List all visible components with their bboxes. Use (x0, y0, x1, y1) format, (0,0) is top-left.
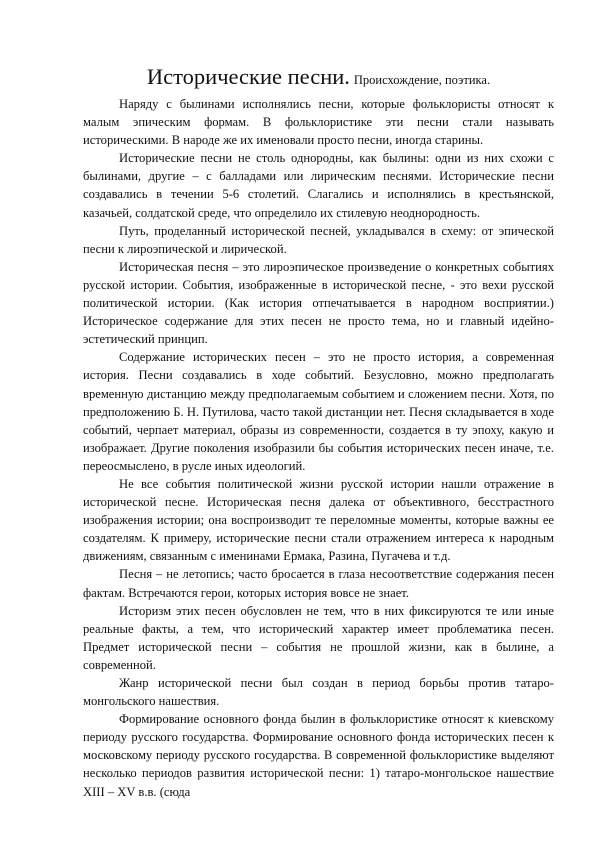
paragraph-5: Содержание исторических песен – это не просто история, а современная история. Песни создавались в ходе событий. Безусловно, можно предполагать временную дистанцию между предполагаемым событием и сложением песни. Хотя, по предположению Б. Н. Путилова, часто такой дистанции нет. Песня складывается в ходе событий, черпает материал, образы из современности, создается в ту эпоху, какую и изображает. Другие поколения изобразили бы события исторических песен иначе, т.е. переосмыслено, в русле иных идеологий. (83, 350, 554, 473)
document-title: Исторические песни. (146, 64, 350, 89)
paragraph-1: Наряду с былинами исполнялись песни, которые фольклористы относят к малым эпическим формам. В фольклористике эти песни стали называть историческими. В народе же их именовали просто песни, иногда старины. (83, 97, 554, 148)
paragraph-10: Формирование основного фонда былин в фольклористике относят к киевскому периоду русского государства. Формирование основного фонда исторических песен к московскому периоду русского государства. В современной фольклористике выделяют несколько периодов развития исторической песни: 1) татаро-монгольское нашествие XIII – XV в.в. (сюда (83, 712, 554, 799)
paragraph-3: Путь, проделанный исторической песней, укладывался в схему: от эпической песни к лироэпической и лирической. (83, 223, 554, 256)
paragraph-9: Жанр исторической песни был создан в период борьбы против татаро-монгольского нашествия. (83, 676, 554, 709)
document-page (83, 66, 554, 801)
paragraph-2: Исторические песни не столь однородны, как былины: одни из них схожи с былинами, другие – с балладами или лирическим песнями. Исторические песни создавались в течении 5-6 столетий. Слагались и исполнялись в крестьянской, казачьей, солдатской среде, что определило их стилевую неоднородность. (83, 151, 554, 220)
paragraph-4: Историческая песня – это лироэпическое произведение о конкретных событиях русской истории. События, изображенные в исторической песне, - это вехи русской политической истории. (Как история отпечатывается в народном восприятии.) Историческое содержание для этих песен не просто тема, но и главный идейно-эстетический принцип. (83, 259, 554, 347)
document-heading (83, 66, 554, 91)
paragraph-8: Историзм этих песен обусловлен не тем, что в них фиксируются те или иные реальные факты, а тем, что исторический характер имеет проблематика песен. Предмет исторической песни – события не прошлой жизни, как в былине, а современной. (83, 603, 554, 672)
paragraph-6: Не все события политической жизни русской истории нашли отражение в исторической песне. Историческая песня далека от объективного, бесстрастного изображения истории; она воспроизводит те переломные моменты, которые важны ее создателям. К примеру, исторические песни стали отражением интереса к народным движениям, связанным с именинами Ермака, Разина, Пугачева и т.д. (83, 476, 554, 564)
paragraph-7: Песня – не летопись; часто бросается в глаза несоответствие содержания песен фактам. Встречаются герои, которых история вовсе не знает. (83, 567, 554, 600)
document-subtitle: Происхождение, поэтика. (353, 73, 491, 87)
